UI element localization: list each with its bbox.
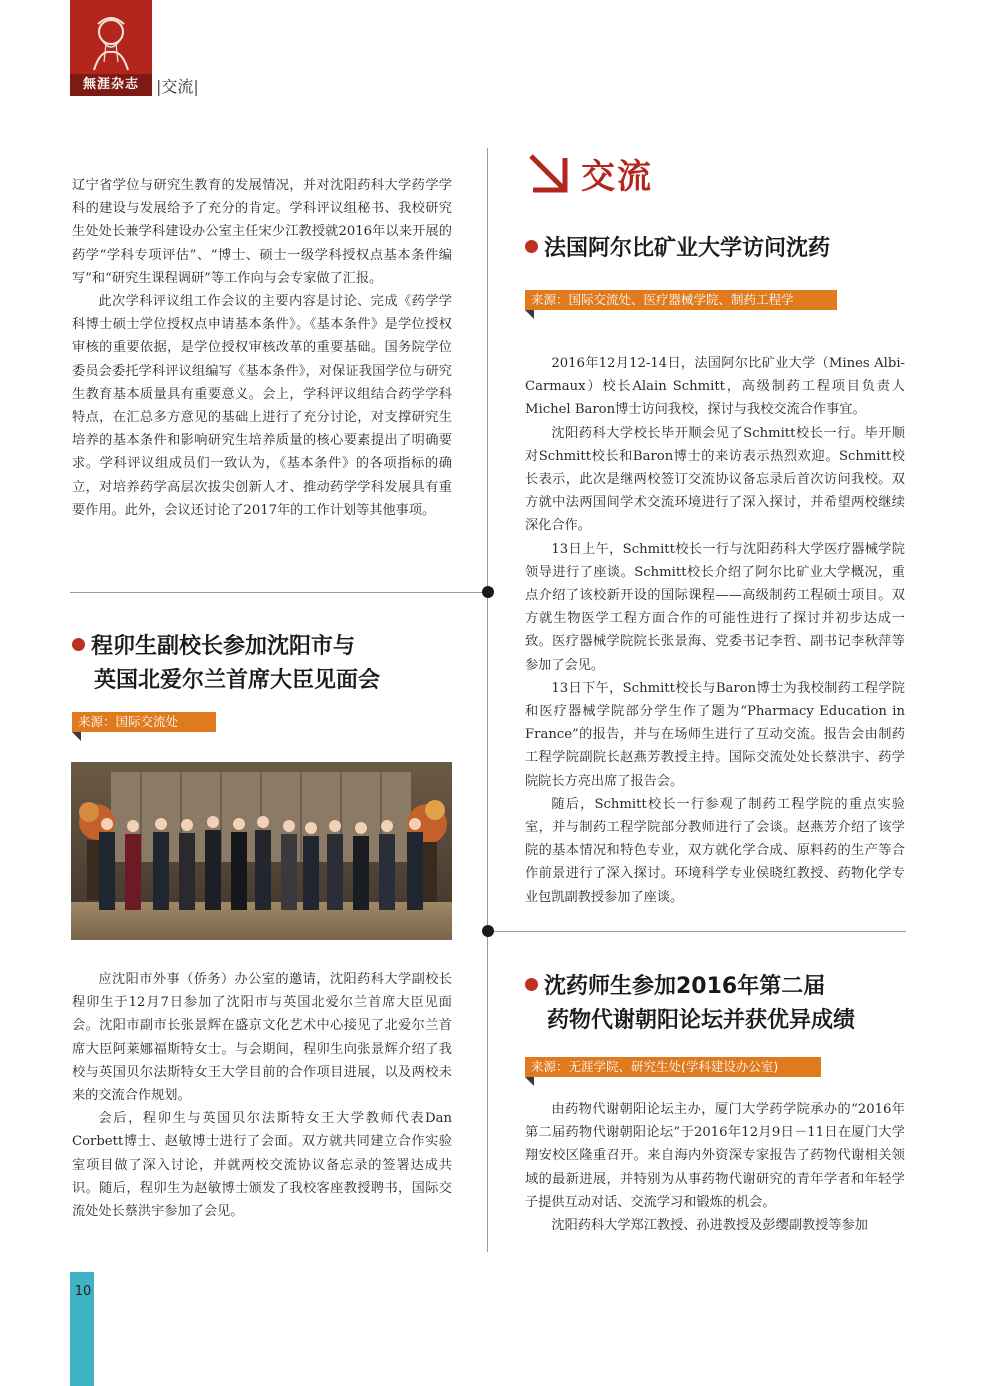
paragraph: 13日下午，Schmitt校长与Baron博士为我校制药工程学院和医疗器械学院部分学生作了题为“Pharmacy Education in France”的报告，并与在场师生进行了互动交流。报告会由制药工程学院副院长赵燕芳教授主持。国际交流处处长蔡洪宇、药学院院长方亮出席了报告会。 [525, 680, 905, 789]
bullet-icon [525, 978, 538, 991]
paragraph: 随后，Schmitt校长一行参观了制药工程学院的重点实验室，并与制药工程学院部分教师进行了会谈。赵燕芳介绍了该学院的基本情况和特色专业，双方就化学合成、原料药的生产等合作前景进行了深入探讨。环境科学专业侯晓红教授、药物化学专业包凯副教授参加了座谈。 [525, 796, 905, 905]
arrow-down-right-icon [525, 150, 573, 196]
group-photo-image [71, 762, 452, 940]
bullet-icon [72, 638, 85, 651]
article-title-line: 英国北爱尔兰首席大臣见面会 [94, 668, 381, 693]
group-photo [71, 762, 452, 940]
article-title [525, 970, 905, 1038]
right-section-divider [488, 931, 906, 932]
divider-dot [482, 925, 494, 937]
paragraph: 由药物代谢朝阳论坛主办，厦门大学药学院承办的“2016年第二届药物代谢朝阳论坛”于2016年12月9日－11日在厦门大学翔安校区隆重召开。来自海内外资深专家报告了药物代谢相关领域的最新进展，并特别为从事药物代谢研究的青年学者和年轻学子提供互动对话、交流学习和锻炼的机会。 [525, 1102, 905, 1210]
article-title [72, 630, 472, 698]
logo-text: 無涯杂志 [70, 74, 152, 96]
article-body [525, 352, 905, 909]
header-tag: |交流| [156, 77, 199, 96]
article-body [525, 1098, 905, 1237]
page-number: 10 [74, 1284, 92, 1299]
bullet-icon [525, 240, 538, 253]
article-body [72, 968, 452, 1223]
paragraph: 应沈阳市外事（侨务）办公室的邀请，沈阳药科大学副校长程卯生于12月7日参加了沈阳市与英国北爱尔兰首席大臣见面会。沈阳市副市长张景辉在盛京文化艺术中心接见了北爱尔兰首席大臣阿莱娜福斯特女士。与会期间，程卯生向张景辉介绍了我校与英国贝尔法斯特女王大学目前的合作项目进展，以及两校未来的交流合作规划。 [72, 972, 452, 1104]
header-tag-label: 交流 [161, 77, 194, 96]
column-divider [487, 148, 488, 1252]
source-tag: 来源：无涯学院、研究生处(学科建设办公室) [525, 1057, 821, 1077]
paragraph: 此次学科评议组工作会议的主要内容是讨论、完成《药学学科博士硕士学位授权点申请基本条件》。《基本条件》是学位授权审核的重要依据，是学位授权审核改革的重要基础。国务院学位委员会委托学科评议组编写《基本条件》，对保证我国学位与研究生教育基本质量具有重要意义。会上，学科评议组结合药学学科特点，在汇总多方意见的基础上进行了充分讨论，对支撑研究生培养的基本条件和影响研究生培养质量的核心要素提出了明确要求。学科评议组成员们一致认为，《基本条件》的各项指标的确立，对培养药学高层次拔尖创新人才、推动药学学科发展具有重要作用。此外，会议还讨论了2017年的工作计划等其他事项。 [72, 294, 452, 518]
article-title [525, 232, 905, 266]
paragraph: 2016年12月12-14日，法国阿尔比矿业大学（Mines Albi-Carmaux）校长Alain Schmitt，高级制药工程项目负责人Michel Baron博士访问我校，探讨与我校交流合作事宜。 [525, 356, 905, 418]
paragraph: 沈阳药科大学校长毕开顺会见了Schmitt校长一行。毕开顺对Schmitt校长和Baron博士的来访表示热烈欢迎。Schmitt校长表示，此次是继两校签订交流协议备忘录后首次访问我校。双方就中法两国间学术交流环境进行了深入探讨，并希望两校继续深化合作。 [525, 425, 905, 534]
magazine-logo [70, 0, 152, 96]
paragraph: 会后，程卯生与英国贝尔法斯特女王大学教师代表Dan Corbett博士、赵敏博士进行了会面。双方就共同建立合作实验室项目做了深入讨论，并就两校交流协议备忘录的签署达成共识。随后，程卯生为赵敏博士颁发了我校客座教授聘书，国际交流处处长蔡洪宇参加了会见。 [72, 1111, 452, 1220]
section-header [525, 150, 653, 196]
section-title: 交流 [581, 156, 653, 197]
source-tag-fold [72, 732, 81, 741]
source-tag-fold [525, 1077, 534, 1086]
article-title-line: 药物代谢朝阳论坛并获优异成绩 [547, 1008, 856, 1033]
paragraph: 沈阳药科大学郑江教授、孙进教授及彭缨副教授等参加 [551, 1218, 868, 1234]
paragraph: 辽宁省学位与研究生教育的发展情况，并对沈阳药科大学药学学科的建设与发展给予了充分的肯定。学科评议组秘书、我校研究生处处长兼学科建设办公室主任宋少江教授就2016年以来开展的药学“学科专项评估”、“博士、硕士一级学科授权点基本条件编写”和“研究生课程调研”等工作向与会专家做了汇报。 [72, 178, 452, 286]
scholar-portrait-icon [80, 10, 142, 72]
article-title-line: 沈药师生参加2016年第二届 [544, 974, 826, 999]
article-title-line: 法国阿尔比矿业大学访问沈药 [544, 236, 831, 261]
source-tag: 来源：国际交流处、医疗器械学院、制药工程学 [525, 290, 837, 310]
source-tag-fold [525, 310, 534, 319]
divider-dot [482, 586, 494, 598]
left-section-divider [70, 592, 488, 593]
paragraph: 13日上午，Schmitt校长一行与沈阳药科大学医疗器械学院领导进行了座谈。Schmitt校长介绍了阿尔比矿业大学概况，重点介绍了该校新开设的国际课程——高级制药工程硕士项目。双方就生物医学工程方面合作的可能性进行了探讨并初步达成一致。医疗器械学院院长张景海、党委书记李哲、副书记李秋萍等参加了会见。 [525, 541, 905, 673]
left-top-text [72, 174, 452, 522]
article-title-line: 程卯生副校长参加沈阳市与 [91, 634, 356, 659]
source-tag: 来源：国际交流处 [72, 712, 216, 732]
